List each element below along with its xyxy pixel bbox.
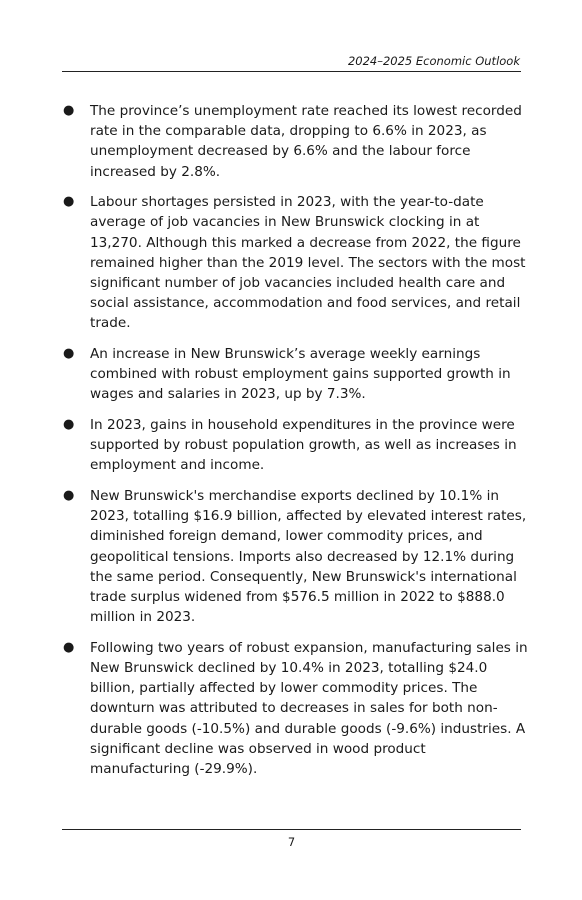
bullet-icon: ● — [63, 346, 75, 362]
bullet-icon: ● — [63, 639, 75, 655]
document-title: 2024–2025 Economic Outlook — [347, 54, 520, 68]
bullet-icon: ● — [63, 417, 75, 433]
bullet-icon: ● — [63, 488, 75, 504]
bullet-icon: ● — [63, 194, 75, 210]
list-item — [62, 344, 528, 405]
bullet-list — [62, 101, 528, 790]
bullet-text: The province’s unemployment rate reached its lowest recorded rate in the comparable data, dropping to 6.6% in 2023, as unemployment decreased by 6.6% and the labour force increased by 2.8%. — [90, 103, 522, 180]
page-header — [62, 52, 521, 72]
bullet-text: In 2023, gains in household expenditures in the province were supported by robust population growth, as well as increases in employment and income. — [90, 417, 517, 474]
list-item — [62, 192, 528, 333]
bullet-text: Labour shortages persisted in 2023, with the year-to-date average of job vacancies in New Brunswick clocking in at 13,270. Although this marked a decrease from 2022, the figure remained higher than the 2019 level. The sectors with the most significant number of job vacancies included health care and social assistance, accommodation and food services, and retail trade. — [90, 194, 526, 332]
page-footer — [62, 829, 521, 849]
page-number: 7 — [287, 835, 296, 849]
bullet-text: Following two years of robust expansion, manufacturing sales in New Brunswick declined by 10.4% in 2023, totalling $24.0 billion, partially affected by lower commodity prices. The downturn was attributed to decreases in sales for both non-durable goods (-10.5%) and durable goods (-9.6%) industries. A significant decline was observed in wood product manufacturing (-29.9%). — [90, 639, 528, 778]
list-item — [62, 101, 528, 182]
list-item — [62, 638, 528, 779]
bullet-icon: ● — [63, 103, 75, 118]
bullet-text: New Brunswick's merchandise exports declined by 10.1% in 2023, totalling $16.9 billion, affected by elevated interest rates, diminished foreign demand, lower commodity prices, and geopolitical tensions. Imports also decreased by 12.1% during the same period. Consequently, New Brunswick's international trade surplus widened from $576.5 million in 2022 to $888.0 million in 2023. — [90, 488, 527, 626]
bullet-text: An increase in New Brunswick’s average weekly earnings combined with robust employment gains supported growth in wages and salaries in 2023, up by 7.3%. — [90, 346, 511, 403]
list-item — [62, 486, 528, 627]
list-item — [62, 415, 528, 476]
